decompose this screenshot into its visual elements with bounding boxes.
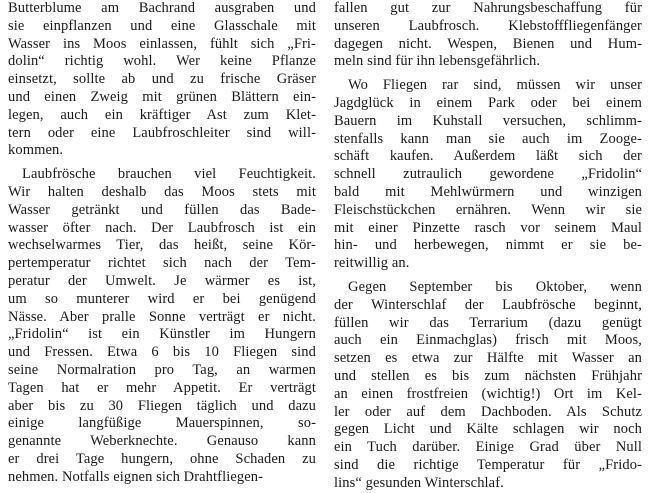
text-line: sie einpflanzen und eine Glasschale mit xyxy=(8,17,316,34)
text-line: aber bis zu 30 Fliegen täglich und dazu xyxy=(8,397,316,414)
text-line: unseren Laubfrosch. Klebstofffliegenfänger xyxy=(334,17,642,34)
text-line: ein Tuch darüber. Einige Grad über Null xyxy=(334,439,642,456)
paragraph xyxy=(8,166,316,486)
text-line: schnell zutraulich gewordene „Fridolin“ xyxy=(334,166,642,183)
text-line: nehmen. Notfalls eignen sich Drahtfliegen- xyxy=(8,468,264,485)
text-line: Wasser ins Moos einlassen, fühlt sich „Fri- xyxy=(8,35,316,52)
right-column xyxy=(334,0,642,493)
text-line: Wasser getränkt und füllen das Bade- xyxy=(8,201,316,218)
text-line: stenfalls kann man sie auch im Zooge- xyxy=(334,130,642,147)
text-line: wasser öfter nach. Der Laubfrosch ist ein xyxy=(8,219,316,236)
text-line: Bauern im Kuhstall versuchen, schlimm- xyxy=(334,112,642,129)
text-line: er drei Tage hungern, ohne Schaden zu xyxy=(8,450,316,467)
text-line: bald mit Mehlwürmern und winzigen xyxy=(334,183,642,200)
text-line: ler oder auf dem Dachboden. Als Schutz xyxy=(334,403,642,420)
text-line: setzen es etwa zur Hälfte mit Wasser an xyxy=(334,350,642,367)
text-line: kommen. xyxy=(8,142,64,159)
text-line: einsetzt, sollte ab und zu frische Gräser xyxy=(8,71,316,88)
text-line: reitwillig an. xyxy=(334,255,410,272)
text-line: hin- und herbewegen, nimmt er sie be- xyxy=(334,237,642,254)
text-line: einige langfüßige Mauerspinnen, so- xyxy=(8,415,316,432)
left-column xyxy=(8,0,316,487)
text-line: lins“ gesunden Winterschlaf. xyxy=(334,474,504,491)
text-line: der Winterschlaf der Laubfrösche beginnt, xyxy=(334,296,642,313)
text-line: auch ein Einmachglas) frisch mit Moos, xyxy=(334,332,642,349)
text-line: seine Normalration pro Tag, an warmen xyxy=(8,361,316,378)
text-line: wechselwarmes Tier, das heißt, seine Kör- xyxy=(8,237,316,254)
paragraph xyxy=(334,0,642,71)
text-line: Butterblume am Bachrand ausgraben und xyxy=(8,0,316,16)
text-line: legen, auch ein kräftiger Ast zum Klet- xyxy=(8,106,316,123)
text-line: genannte Weberknechte. Genauso kann xyxy=(8,433,316,450)
text-line: peratur der Umwelt. Je wärmer es ist, xyxy=(8,272,316,289)
text-line: Wir halten deshalb das Moos stets mit xyxy=(8,183,316,200)
text-line: und stellen es bis zum nächsten Frühjahr xyxy=(334,367,642,384)
text-line: „Fridolin“ ist ein Künstler im Hungern xyxy=(8,326,316,343)
text-line: gegen Licht und Kälte schlagen wir noch xyxy=(334,421,642,438)
text-line: füllen wir das Terrarium (dazu genügt xyxy=(334,314,642,331)
paragraph xyxy=(334,77,642,273)
text-line: mit einer Pinzette rasch vor seinem Maul xyxy=(334,219,642,236)
text-line: Jagdglück in einem Park oder bei einem xyxy=(334,94,642,111)
text-line: Gegen September bis Oktober, wenn xyxy=(348,278,642,295)
text-line: Wo Fliegen rar sind, müssen wir unser xyxy=(348,77,642,94)
text-line: sind die richtige Temperatur für „Frido- xyxy=(334,456,642,473)
text-line: Tagen hat er mehr Appetit. Er verträgt xyxy=(8,379,316,396)
text-line: tern oder eine Laubfroschleiter sind will- xyxy=(8,124,316,141)
text-line: fallen gut zur Nahrungsbeschaffung für xyxy=(334,0,642,16)
text-line: pertemperatur richtet sich nach der Tem- xyxy=(8,255,316,272)
text-line: und einen Zweig mit grünen Blättern ein- xyxy=(8,88,316,105)
text-line: meln sind für ihn lebensgefährlich. xyxy=(334,53,541,70)
text-line: um so munterer wird er bei genügend xyxy=(8,290,316,307)
text-line: schäft kaufen. Außerdem läßt sich der xyxy=(334,148,642,165)
paragraph xyxy=(334,279,642,493)
text-line: Fleischstückchen ernähren. Wenn wir sie xyxy=(334,201,642,218)
text-line: dolin“ richtig wohl. Wer keine Pflanze xyxy=(8,53,316,70)
text-line: dagegen nicht. Wespen, Bienen und Hum- xyxy=(334,35,642,52)
text-line: an einen frostfreien (wichtig!) Ort im Kel- xyxy=(334,385,642,402)
paragraph xyxy=(8,0,316,160)
text-line: Nässe. Aber pralle Sonne verträgt er nicht. xyxy=(8,308,316,325)
text-line: Laubfrösche brauchen viel Feuchtigkeit. xyxy=(22,166,316,183)
text-line: und Fressen. Etwa 6 bis 10 Fliegen sind xyxy=(8,344,316,361)
